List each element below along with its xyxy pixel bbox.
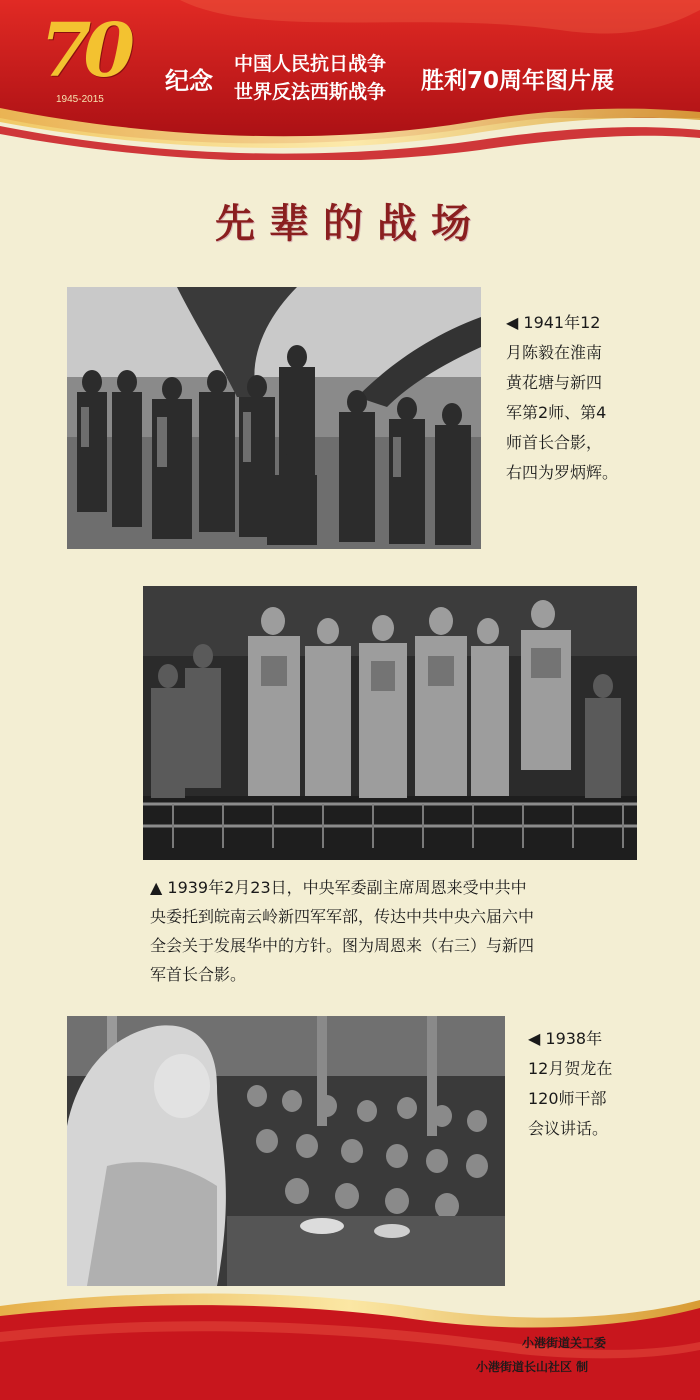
header-commemorate: 纪念 <box>165 67 213 95</box>
header-suffix: 胜利70周年图片展 <box>421 68 615 94</box>
caption-line: ▲ 1939年2月23日，中央军委副主席周恩来受中共中 <box>150 878 527 897</box>
anniversary-logo <box>34 8 152 110</box>
caption-line: 月陈毅在淮南 <box>506 343 603 362</box>
caption-line: 120师干部 <box>528 1089 607 1108</box>
caption-line: 右四为罗炳辉。 <box>506 463 619 482</box>
header-banner <box>0 0 700 160</box>
caption-line: 会议讲话。 <box>528 1119 609 1138</box>
caption-line: 军第2师、第4 <box>506 403 607 422</box>
photo-1941-group <box>67 287 481 549</box>
photo-1939-group <box>143 586 637 860</box>
caption-line: 全会关于发展华中的方针。图为周恩来（右三）与新四 <box>150 936 535 955</box>
page-title: 先辈的战场 <box>215 200 485 247</box>
logo-years: 1945-2015 <box>56 94 104 105</box>
header-line-2: 世界反法西斯战争 <box>234 81 387 103</box>
credit-community: 小港街道长山社区 制 <box>476 1360 589 1374</box>
caption-photo-2 <box>150 873 534 989</box>
caption-line: 黄花塘与新四 <box>506 373 603 392</box>
caption-line: ◀ 1941年12 <box>506 313 601 332</box>
caption-photo-3 <box>528 1024 612 1144</box>
logo-number: 70 <box>40 8 127 94</box>
caption-line: 军首长合影。 <box>150 965 247 984</box>
header-line-1: 中国人民抗日战争 <box>234 53 387 75</box>
caption-line: ◀ 1938年 <box>528 1029 603 1048</box>
photo-1938-meeting <box>67 1016 505 1286</box>
credit-committee: 小港街道关工委 <box>522 1336 607 1350</box>
caption-photo-1 <box>506 308 618 488</box>
caption-line: 师首长合影， <box>506 433 603 452</box>
caption-line: 央委托到皖南云岭新四军军部，传达中共中央六届六中 <box>150 907 535 926</box>
caption-line: 12月贺龙在 <box>528 1059 613 1078</box>
